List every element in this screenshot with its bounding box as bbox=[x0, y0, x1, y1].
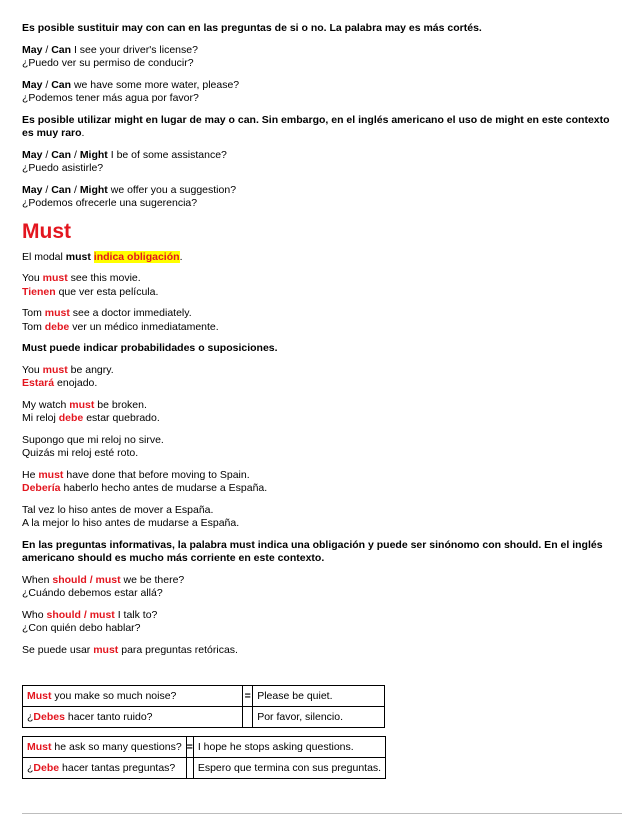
table-row bbox=[23, 737, 386, 758]
probability-note: Must puede indicar probabilidades o suposiciones. bbox=[22, 342, 278, 354]
example-must-2: Tom must see a doctor immediately. Tom debe ver un médico inmediatamente. bbox=[22, 307, 219, 333]
example-must-5: Supongo que mi reloj no sirve. Quizás mi reloj esté roto. bbox=[22, 433, 164, 459]
table-row bbox=[23, 686, 385, 707]
example-must-6: He must have done that before moving to Spain. Debería haberlo hecho antes de mudarse a España. bbox=[22, 468, 268, 494]
example-must-4: My watch must be broken. Mi reloj debe estar quebrado. bbox=[22, 398, 160, 424]
equals-sign: = bbox=[243, 686, 253, 707]
table-cell bbox=[186, 758, 193, 779]
might-note: Es posible utilizar might en lugar de may o can. Sin embargo, en el inglés americano el uso de might en este contexto es muy raro. bbox=[22, 113, 610, 139]
rhetorical-note: Se puede usar must para preguntas retóricas. bbox=[22, 643, 238, 656]
example-must-7: Tal vez lo hiso antes de mover a España. A la mejor lo hiso antes de mudarse a España. bbox=[22, 503, 240, 529]
rhetorical-table-1 bbox=[22, 685, 385, 728]
highlighted-text: indica obligación bbox=[93, 250, 180, 263]
equals-sign: = bbox=[186, 737, 193, 758]
table-cell: Must you make so much noise? bbox=[23, 686, 243, 707]
section-heading-must: Must bbox=[22, 219, 71, 243]
table-cell: I hope he stops asking questions. bbox=[193, 737, 385, 758]
table-cell: Please be quiet. bbox=[253, 686, 385, 707]
bottom-divider bbox=[22, 813, 622, 814]
informative-questions-note: En las preguntas informativas, la palabra must indica una obligación y puede ser sinónomo con should. En el inglés americano should es mucho más corriente en este contexto. bbox=[22, 538, 603, 564]
table-cell: Must he ask so many questions? bbox=[23, 737, 187, 758]
example-may-can-1: May / Can I see your driver's license? ¿Puedo ver su permiso de conducir? bbox=[22, 43, 198, 69]
example-should-2: Who should / must I talk to? ¿Con quién debo hablar? bbox=[22, 608, 158, 634]
table-cell: Espero que termina con sus preguntas. bbox=[193, 758, 385, 779]
rhetorical-table-2 bbox=[22, 736, 386, 779]
example-may-can-2: May / Can we have some more water, please? ¿Podemos tener más agua por favor? bbox=[22, 78, 240, 104]
table-cell: ¿Debe hacer tantas preguntas? bbox=[23, 758, 187, 779]
example-might-1: May / Can / Might I be of some assistance? ¿Puedo asistirle? bbox=[22, 148, 227, 174]
example-must-1: You must see this movie. Tienen que ver esta película. bbox=[22, 272, 159, 298]
example-might-2: May / Can / Might we offer you a suggestion? ¿Podemos ofrecerle una sugerencia? bbox=[22, 183, 237, 209]
table-row bbox=[23, 758, 386, 779]
document-page bbox=[22, 22, 622, 657]
example-must-3: You must be angry. Estará enojado. bbox=[22, 363, 114, 389]
must-definition: El modal must indica obligación. bbox=[22, 250, 183, 263]
table-cell bbox=[243, 707, 253, 728]
table-cell: Por favor, silencio. bbox=[253, 707, 385, 728]
table-row bbox=[23, 707, 385, 728]
example-should-1: When should / must we be there? ¿Cuándo debemos estar allá? bbox=[22, 573, 185, 599]
intro-note: Es posible sustituir may con can en las preguntas de si o no. La palabra may es más cortés. bbox=[22, 22, 482, 34]
table-cell: ¿Debes hacer tanto ruido? bbox=[23, 707, 243, 728]
